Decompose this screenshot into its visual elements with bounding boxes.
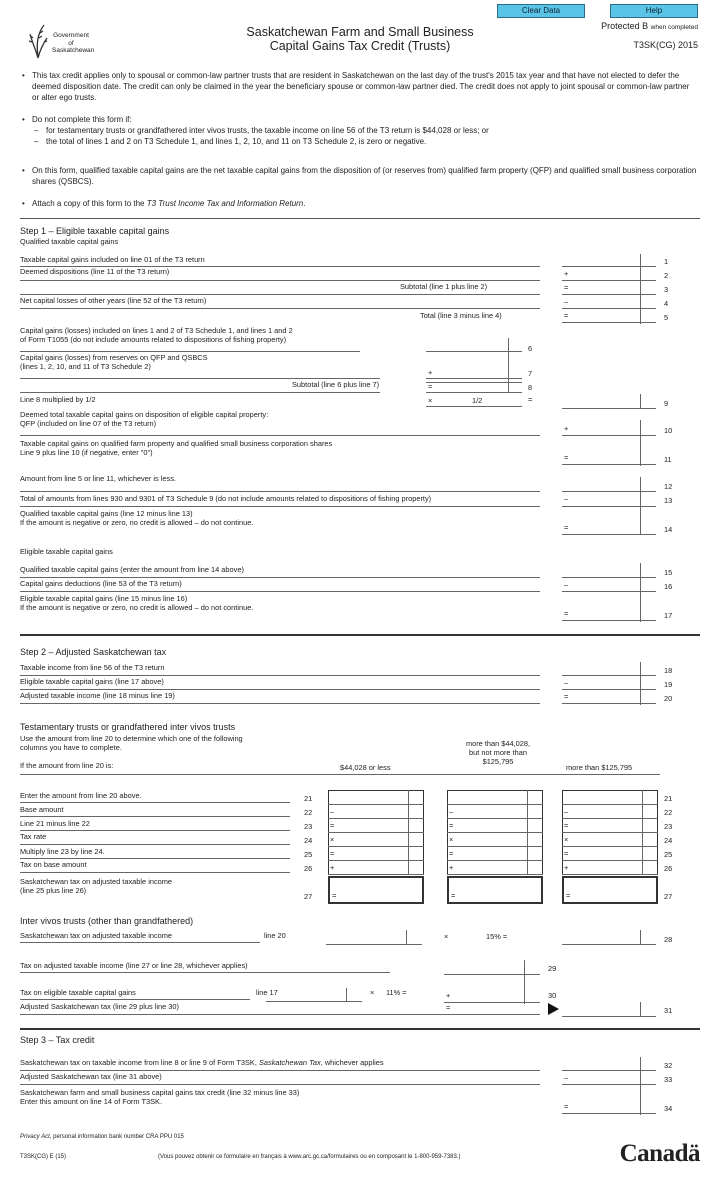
line30-label: Tax on eligible taxable capital gains — [20, 988, 136, 997]
wheat-icon — [28, 24, 48, 60]
inter-vivos-title: Inter vivos trusts (other than grandfathered) — [20, 916, 194, 926]
line34-label: Saskatchewan farm and small business capital gains tax credit (line 32 minus line 33) Enter this amount on line 14 of Form T3SK. — [20, 1088, 300, 1106]
line30-input[interactable] — [450, 988, 522, 1001]
col1-line21-input[interactable] — [340, 791, 406, 804]
col3-line21-input[interactable] — [574, 791, 640, 804]
row27-label: Saskatchewan tax on adjusted taxable income (line 25 plus line 26) — [20, 877, 173, 895]
eligible-subheading: Eligible taxable capital gains — [20, 547, 113, 556]
line5-label: Total (line 3 minus line 4) — [420, 311, 502, 320]
line8-label: Subtotal (line 6 plus line 7) — [292, 380, 380, 389]
line4-input[interactable] — [575, 295, 637, 308]
line17-label: Eligible taxable capital gains (line 15 minus line 16) If the amount is negative or zero, no credit is allowed – do not continue. — [20, 594, 254, 612]
step1-title: Step 1 – Eligible taxable capital gains — [20, 226, 170, 236]
row26-label: Tax on base amount — [20, 860, 87, 869]
bullet-2b: – the total of lines 1 and 2 on T3 Schedule 1, and lines 1, 2, 10, and 11 on T3 Schedule 2, is zero or negative. — [22, 136, 698, 147]
testamentary-desc: Use the amount from line 20 to determine which one of the following columns you have to complete. — [20, 734, 243, 752]
col1-line27-input[interactable] — [340, 879, 420, 901]
row25-label: Multiply line 23 by line 24. — [20, 847, 105, 856]
line8-input[interactable] — [436, 379, 504, 392]
line6-input[interactable] — [436, 337, 504, 350]
col3-line27-input[interactable] — [574, 879, 654, 901]
line14-input[interactable] — [575, 521, 637, 534]
column2-header: more than $44,028, but not more than $125,795 — [465, 739, 531, 766]
line34-input[interactable] — [575, 1100, 637, 1113]
step1-subtitle: Qualified taxable capital gains — [20, 237, 119, 246]
line30-ref: line 17 — [256, 988, 278, 997]
line14-label: Qualified taxable capital gains (line 12 minus line 13) If the amount is negative or zero, no credit is allowed – do not continue. — [20, 509, 254, 527]
line9-input[interactable] — [575, 394, 637, 407]
row21-label: Enter the amount from line 20 above. — [20, 791, 142, 800]
line2-label: Deemed dispositions (line 11 of the T3 return) — [20, 267, 170, 276]
line11-input[interactable] — [575, 450, 637, 463]
line3-input[interactable] — [575, 281, 637, 294]
line16-input[interactable] — [575, 578, 637, 591]
line12-input[interactable] — [575, 478, 637, 491]
line10-label: Deemed total taxable capital gains on disposition of eligible capital property: QFP (included on line 07 of the T3 return) — [20, 410, 269, 428]
line33-input[interactable] — [575, 1071, 637, 1084]
line20-label: Adjusted taxable income (line 18 minus line 19) — [20, 691, 175, 700]
line9-label: Line 8 multiplied by 1/2 — [20, 395, 96, 404]
bullet-2a: – for testamentary trusts or grandfathered inter vivos trusts, the taxable income on line 56 of the T3 return is $44,028 or less; or — [22, 125, 698, 136]
row24-label: Tax rate — [20, 832, 47, 841]
line13-input[interactable] — [575, 493, 637, 506]
line4-label: Net capital losses of other years (line 52 of the T3 return) — [20, 296, 207, 305]
line28-amount-input[interactable] — [330, 930, 404, 943]
help-button[interactable]: Help — [610, 4, 698, 18]
government-logo — [28, 24, 148, 64]
line15-input[interactable] — [575, 564, 637, 577]
french-note: (Vous pouvez obtenir ce formulaire en français à www.arc.gc.ca/formulaires ou en composant le 1-800-959-7383.) — [158, 1154, 461, 1160]
line19-label: Eligible taxable capital gains (line 17 above) — [20, 677, 164, 686]
line1-input[interactable] — [575, 253, 637, 266]
half-factor: 1/2 — [472, 396, 483, 405]
line31-input[interactable] — [575, 1002, 637, 1015]
line28-label: Saskatchewan tax on adjusted taxable income — [20, 931, 173, 940]
line7-label: Capital gains (losses) from reserves on QFP and QSBCS (lines 1, 2, 10, and 11 of T3 Schedule 2) — [20, 353, 208, 371]
line7-input[interactable] — [436, 364, 504, 377]
line1-label: Taxable capital gains included on line 01 of the T3 return — [20, 255, 205, 264]
canada-wordmark: Canadä — [619, 1140, 700, 1167]
line29-input[interactable] — [450, 960, 522, 973]
privacy-note: Privacy Act, personal information bank number CRA PPU 015 — [20, 1134, 184, 1140]
row23-label: Line 21 minus line 22 — [20, 819, 90, 828]
line15-label: Qualified taxable capital gains (enter the amount from line 14 above) — [20, 565, 244, 574]
line17-input[interactable] — [575, 607, 637, 620]
testamentary-if: If the amount from line 20 is: — [20, 761, 114, 770]
line10-input[interactable] — [575, 421, 637, 434]
line33-label: Adjusted Saskatchewan tax (line 31 above) — [20, 1072, 162, 1081]
form-code: T3SK(CG) E (15) — [20, 1154, 67, 1160]
bullet-1: • This tax credit applies only to spousal or common-law partner trusts that are resident in Saskatchewan on the last day of the trust's 2015 tax year and that have not elected to defer the deemed disposition date. The credit can only be claimed in the year the beneficiary spouse or common-law partner died. The credit does not apply to joint spousal or common-law partner or alter ego trusts. — [22, 70, 698, 103]
column3-header: more than $125,795 — [566, 763, 633, 772]
step3-title: Step 3 – Tax credit — [20, 1035, 95, 1045]
line28-ref: line 20 — [264, 931, 286, 940]
col2-line27-input[interactable] — [459, 879, 539, 901]
line11-label: Taxable capital gains on qualified farm property and qualified small business corporation shares Line 9 plus line 10 (if negative, enter "0") — [20, 439, 333, 457]
line5-input[interactable] — [575, 309, 637, 322]
line3-label: Subtotal (line 1 plus line 2) — [400, 282, 488, 291]
line31-label: Adjusted Saskatchewan tax (line 29 plus line 30) — [20, 1002, 179, 1011]
line19-input[interactable] — [575, 676, 637, 689]
rate-11: 11% = — [386, 988, 407, 997]
step2-title: Step 2 – Adjusted Saskatchewan tax — [20, 647, 167, 657]
testamentary-title: Testamentary trusts or grandfathered inter vivos trusts — [20, 722, 236, 732]
form-id: T3SK(CG) 2015 — [633, 40, 698, 50]
line29-label: Tax on adjusted taxable income (line 27 or line 28, whichever applies) — [20, 961, 248, 970]
col2-line21-input[interactable] — [459, 791, 525, 804]
line30-amount-input[interactable] — [270, 988, 344, 1001]
line2-input[interactable] — [575, 267, 637, 280]
line6-label: Capital gains (losses) included on lines 1 and 2 of T3 Schedule 1, and lines 1 and 2 of Form T1055 (do not include amounts related to dispositions of fishing property) — [20, 326, 293, 344]
line12-label: Amount from line 5 or line 11, whichever is less. — [20, 474, 176, 483]
line18-label: Taxable income from line 56 of the T3 return — [20, 663, 165, 672]
row22-label: Base amount — [20, 805, 64, 814]
clear-data-button[interactable]: Clear Data — [497, 4, 585, 18]
line13-label: Total of amounts from lines 930 and 9301 of T3 Schedule 9 (do not include amounts related to dispositions of fishing property) — [20, 494, 432, 503]
protected-label: Protected B when completed — [601, 21, 698, 31]
arrow-right-icon — [548, 1003, 559, 1015]
logo-text: Government of Saskatchewan — [52, 32, 95, 54]
bullet-2: • Do not complete this form if: — [22, 114, 698, 125]
form-title: Saskatchewan Farm and Small Business Capital Gains Tax Credit (Trusts) — [246, 25, 474, 53]
line32-input[interactable] — [575, 1057, 637, 1070]
rate-15: 15% = — [486, 932, 508, 941]
bullet-4: • Attach a copy of this form to the T3 Trust Income Tax and Information Return. — [22, 198, 698, 209]
column1-header: $44,028 or less — [340, 763, 391, 772]
line18-input[interactable] — [575, 662, 637, 675]
line20-input[interactable] — [575, 690, 637, 703]
line32-label: Saskatchewan tax on taxable income from line 8 or line 9 of Form T3SK, Saskatchewan Tax, whichever applies — [20, 1058, 384, 1067]
bullet-3: • On this form, qualified taxable capital gains are the net taxable capital gains from the disposition of (or reserves from) qualified farm property (QFP) and qualified small business corporation shares (QSBCS). — [22, 165, 698, 187]
line28-input[interactable] — [575, 930, 637, 943]
line16-label: Capital gains deductions (line 53 of the T3 return) — [20, 579, 182, 588]
